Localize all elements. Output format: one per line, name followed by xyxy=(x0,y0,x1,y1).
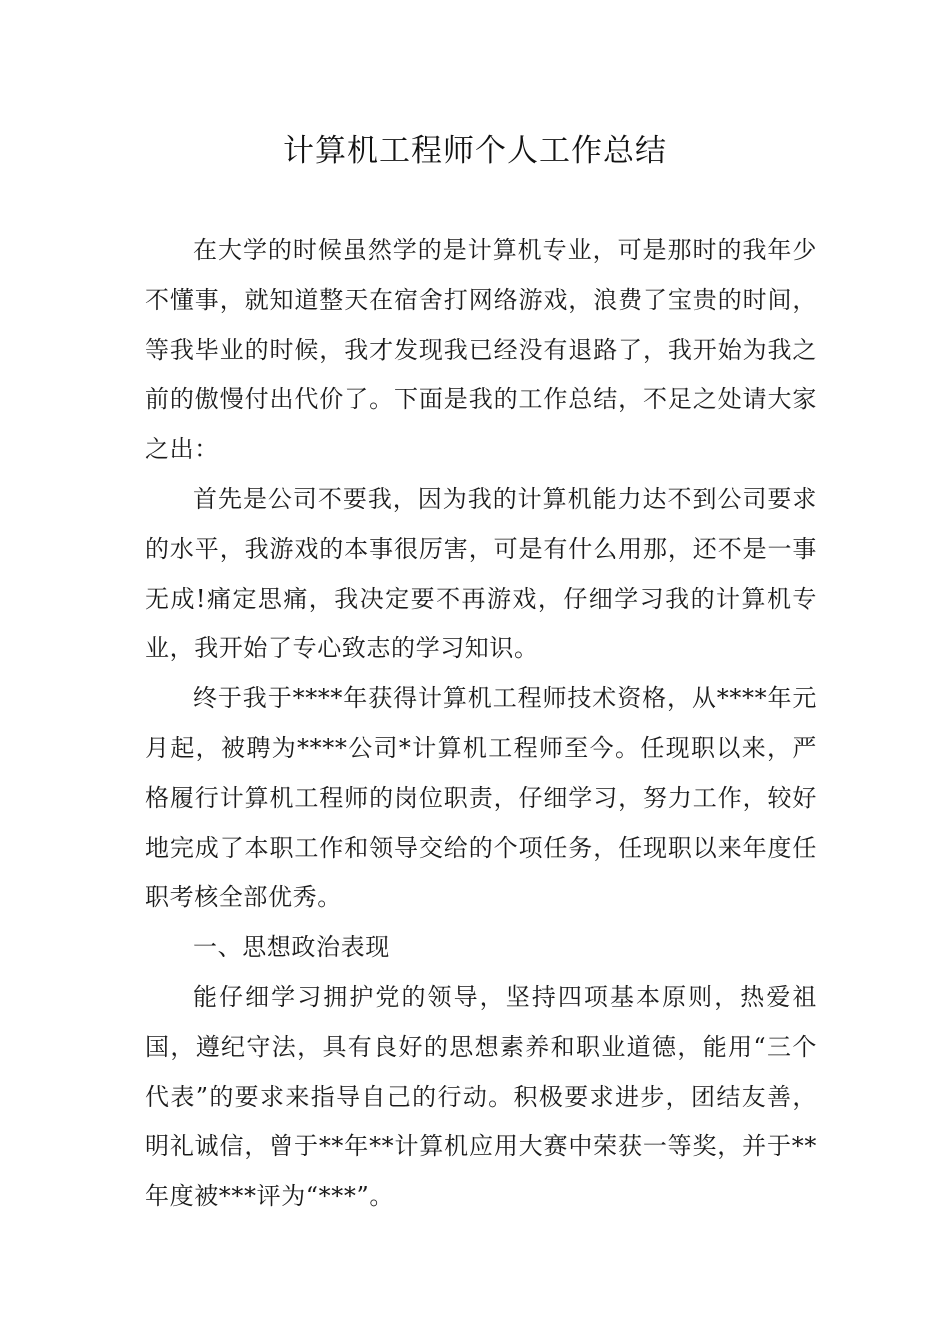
section-heading-political: 一、思想政治表现 xyxy=(193,933,390,962)
document-title: 计算机工程师个人工作总结 xyxy=(283,133,667,169)
paragraph-intro: 在大学的时候虽然学的是计算机专业，可是那时的我年少不懂事，就知道整天在宿舍打网络游戏，浪费了宝贵的时间，等我毕业的时候，我才发现我已经没有退路了，我开始为我之前的傲慢付出代价了。下面是我的工作总结，不足之处请大家之出： xyxy=(145,236,817,464)
document-body xyxy=(145,226,817,1222)
paragraph-qualification: 终于我于****年获得计算机工程师技术资格，从****年元月起，被聘为****公司*计算机工程师至今。任现职以来，严格履行计算机工程师的岗位职责，仔细学习，努力工作，较好地完成了本职工作和领导交给的个项任务，任现职以来年度任职考核全部优秀。 xyxy=(145,684,817,912)
paragraph-political: 能仔细学习拥护党的领导，坚持四项基本原则，热爱祖国，遵纪守法，具有良好的思想素养和职业道德，能用“三个代表”的要求来指导自己的行动。积极要求进步，团结友善，明礼诚信，曾于**年**计算机应用大赛中荣获一等奖，并于**年度被***评为“***”。 xyxy=(145,982,817,1211)
paragraph-decision: 首先是公司不要我，因为我的计算机能力达不到公司要求的水平，我游戏的本事很厉害，可是有什么用那，还不是一事无成!痛定思痛，我决定要不再游戏，仔细学习我的计算机专业，我开始了专心致志的学习知识。 xyxy=(145,484,817,663)
